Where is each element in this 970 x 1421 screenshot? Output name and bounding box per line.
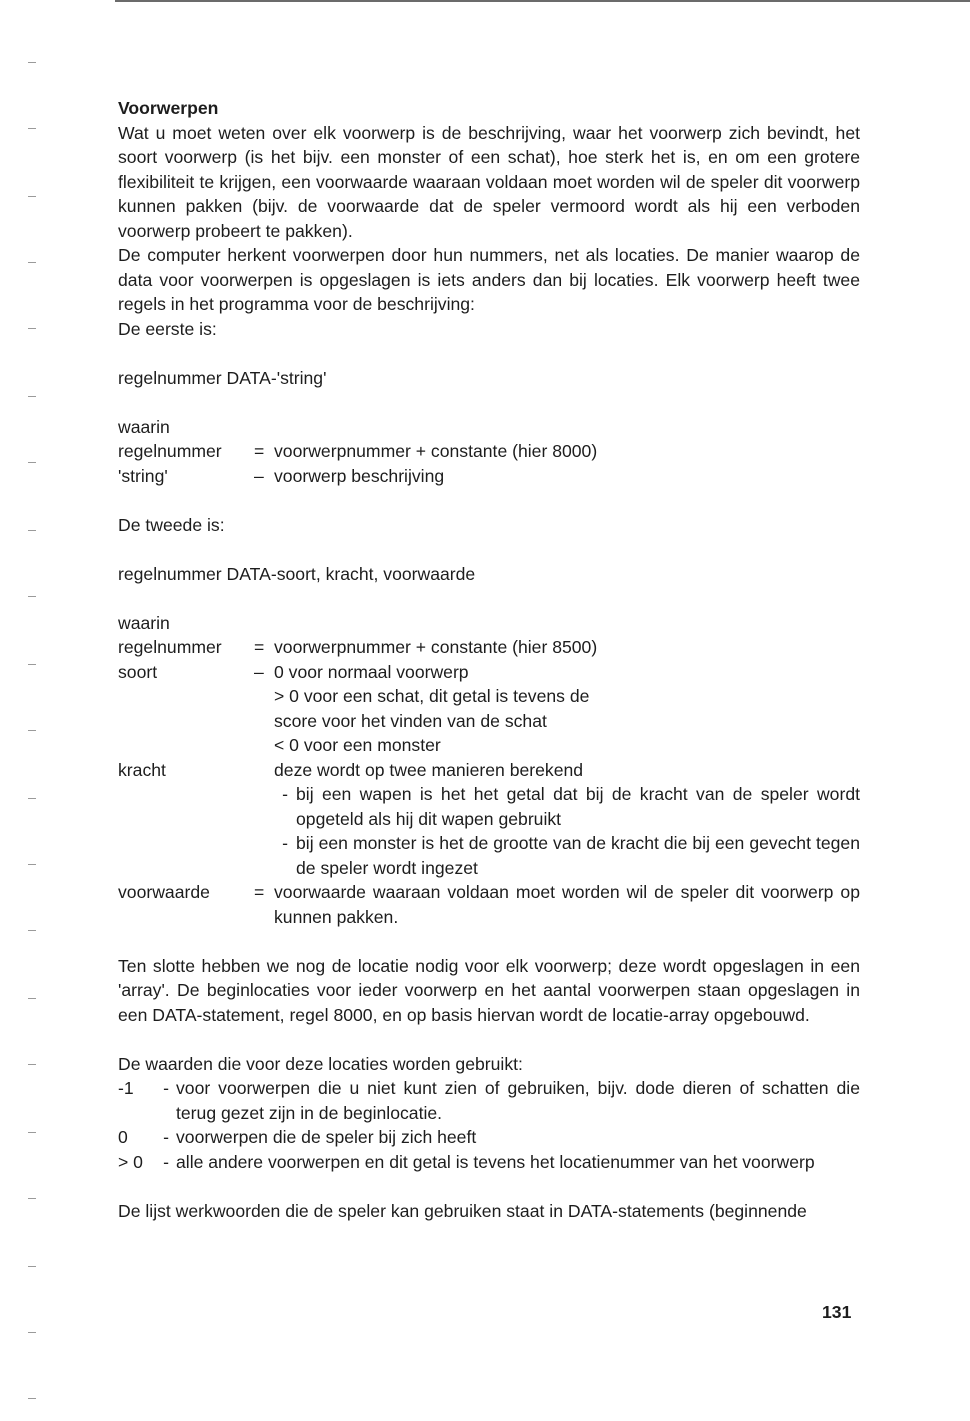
page-top-rule	[115, 0, 970, 2]
value-dash: -	[163, 1078, 169, 1098]
definition-symbol: =	[254, 441, 265, 461]
bullet-dash: -	[282, 833, 288, 853]
value-dash: -	[163, 1127, 169, 1147]
section-heading: Voorwerpen	[118, 98, 219, 118]
definition-text: voorwerpnummer + constante (hier 8500)	[274, 637, 598, 657]
definition-text: voorwerpnummer + constante (hier 8000)	[274, 441, 598, 461]
value-key: -1	[118, 1078, 134, 1098]
value-text: voor voorwerpen die u niet kunt zien of gebruiken, bijv. dode dieren of schatten die terug gezet zijn in de beginlocatie.	[176, 1078, 860, 1123]
definition-row	[118, 439, 860, 464]
definition-continuation: > 0 voor een schat, dit getal is tevens de	[274, 686, 590, 706]
value-text: alle andere voorwerpen en dit getal is tevens het locatienummer van het voorwerp	[176, 1151, 815, 1172]
definition-text: voorwaarde waaraan voldaan moet worden wil de speler dit voorwerp op kunnen pakken.	[274, 882, 860, 927]
second-rule-intro: De tweede is:	[118, 514, 225, 535]
intro-paragraph: Wat u moet weten over elk voorwerp is de beschrijving, waar het voorwerp zich bevindt, het soort voorwerp (is het bijv. een monster of een schat), hoe sterk het is, en om een grotere flexibiliteit te krijgen, een voorwaarde waaraan voldaan moet worden wil de speler dit voorwerp kunnen pakken (bijv. de voorwaarde dat de speler vermoord wordt als hij een verboden voorwerp probeert te pakken).	[118, 122, 860, 241]
value-item	[118, 1150, 860, 1175]
definition-text: 0 voor normaal voorwerp	[274, 661, 469, 682]
value-item	[118, 1125, 860, 1150]
definition-row	[118, 464, 860, 489]
bullet-text: bij een wapen is het het getal dat bij de kracht van de speler wordt opgeteld als hij dit wapen gebruikt	[296, 784, 860, 829]
definition-term: 'string'	[118, 465, 168, 486]
definition-row	[118, 758, 860, 783]
values-intro: De waarden die voor deze locaties worden gebruikt:	[118, 1053, 523, 1074]
closing-line: De lijst werkwoorden die de speler kan gebruiken staat in DATA-statements (beginnende	[118, 1200, 807, 1221]
definition-symbol: –	[254, 465, 264, 486]
location-paragraph: Ten slotte hebben we nog de locatie nodig voor elk voorwerp; deze wordt opgeslagen in een 'array'. De beginlocaties voor ieder voorwerp en het aantal voorwerpen staan opgeslagen in een DATA-statement, regel 8000, en op basis hiervan wordt de locatie-array opgebouwd.	[118, 955, 860, 1025]
first-rule-intro: De eerste is:	[118, 318, 217, 339]
page-number: 131	[822, 1302, 852, 1322]
value-item	[118, 1076, 860, 1125]
definition-term: kracht	[118, 759, 166, 780]
first-rule-waarin: waarin	[118, 416, 170, 437]
definition-continuation: score voor het vinden van de schat	[274, 710, 547, 731]
storage-paragraph: De computer herkent voorwerpen door hun nummers, net als locaties. De manier waarop de data voor voorwerpen is opgeslagen is iets anders dan bij locaties. Elk voorwerp heeft twee regels in het programma voor de beschrijving:	[118, 245, 860, 314]
bullet-dash: -	[282, 784, 288, 804]
definition-row	[118, 635, 860, 660]
definition-term: voorwaarde	[118, 882, 210, 902]
definition-text: deze wordt op twee manieren berekend	[274, 759, 584, 780]
value-key: 0	[118, 1127, 128, 1147]
definition-term: regelnummer	[118, 637, 222, 657]
second-rule-waarin: waarin	[118, 612, 170, 633]
bullet-text: bij een monster is het de grootte van de kracht die bij een gevecht tegen de speler wordt ingezet	[296, 833, 860, 878]
value-text: voorwerpen die de speler bij zich heeft	[176, 1127, 477, 1147]
value-dash: -	[163, 1151, 169, 1172]
definition-term: regelnummer	[118, 441, 222, 461]
definition-row	[118, 660, 860, 685]
definition-text: voorwerp beschrijving	[274, 465, 445, 486]
definition-row	[118, 880, 860, 929]
bullet-item	[118, 831, 860, 880]
definition-symbol: –	[254, 661, 264, 682]
value-key: > 0	[118, 1151, 143, 1172]
definition-continuation: < 0 voor een monster	[274, 735, 441, 755]
bullet-item	[118, 782, 860, 831]
page-body	[118, 96, 860, 1223]
first-rule-syntax: regelnummer DATA-'string'	[118, 367, 327, 388]
definition-symbol: =	[254, 882, 265, 902]
second-rule-syntax: regelnummer DATA-soort, kracht, voorwaarde	[118, 563, 476, 584]
definition-symbol: =	[254, 637, 265, 657]
definition-term: soort	[118, 661, 158, 682]
